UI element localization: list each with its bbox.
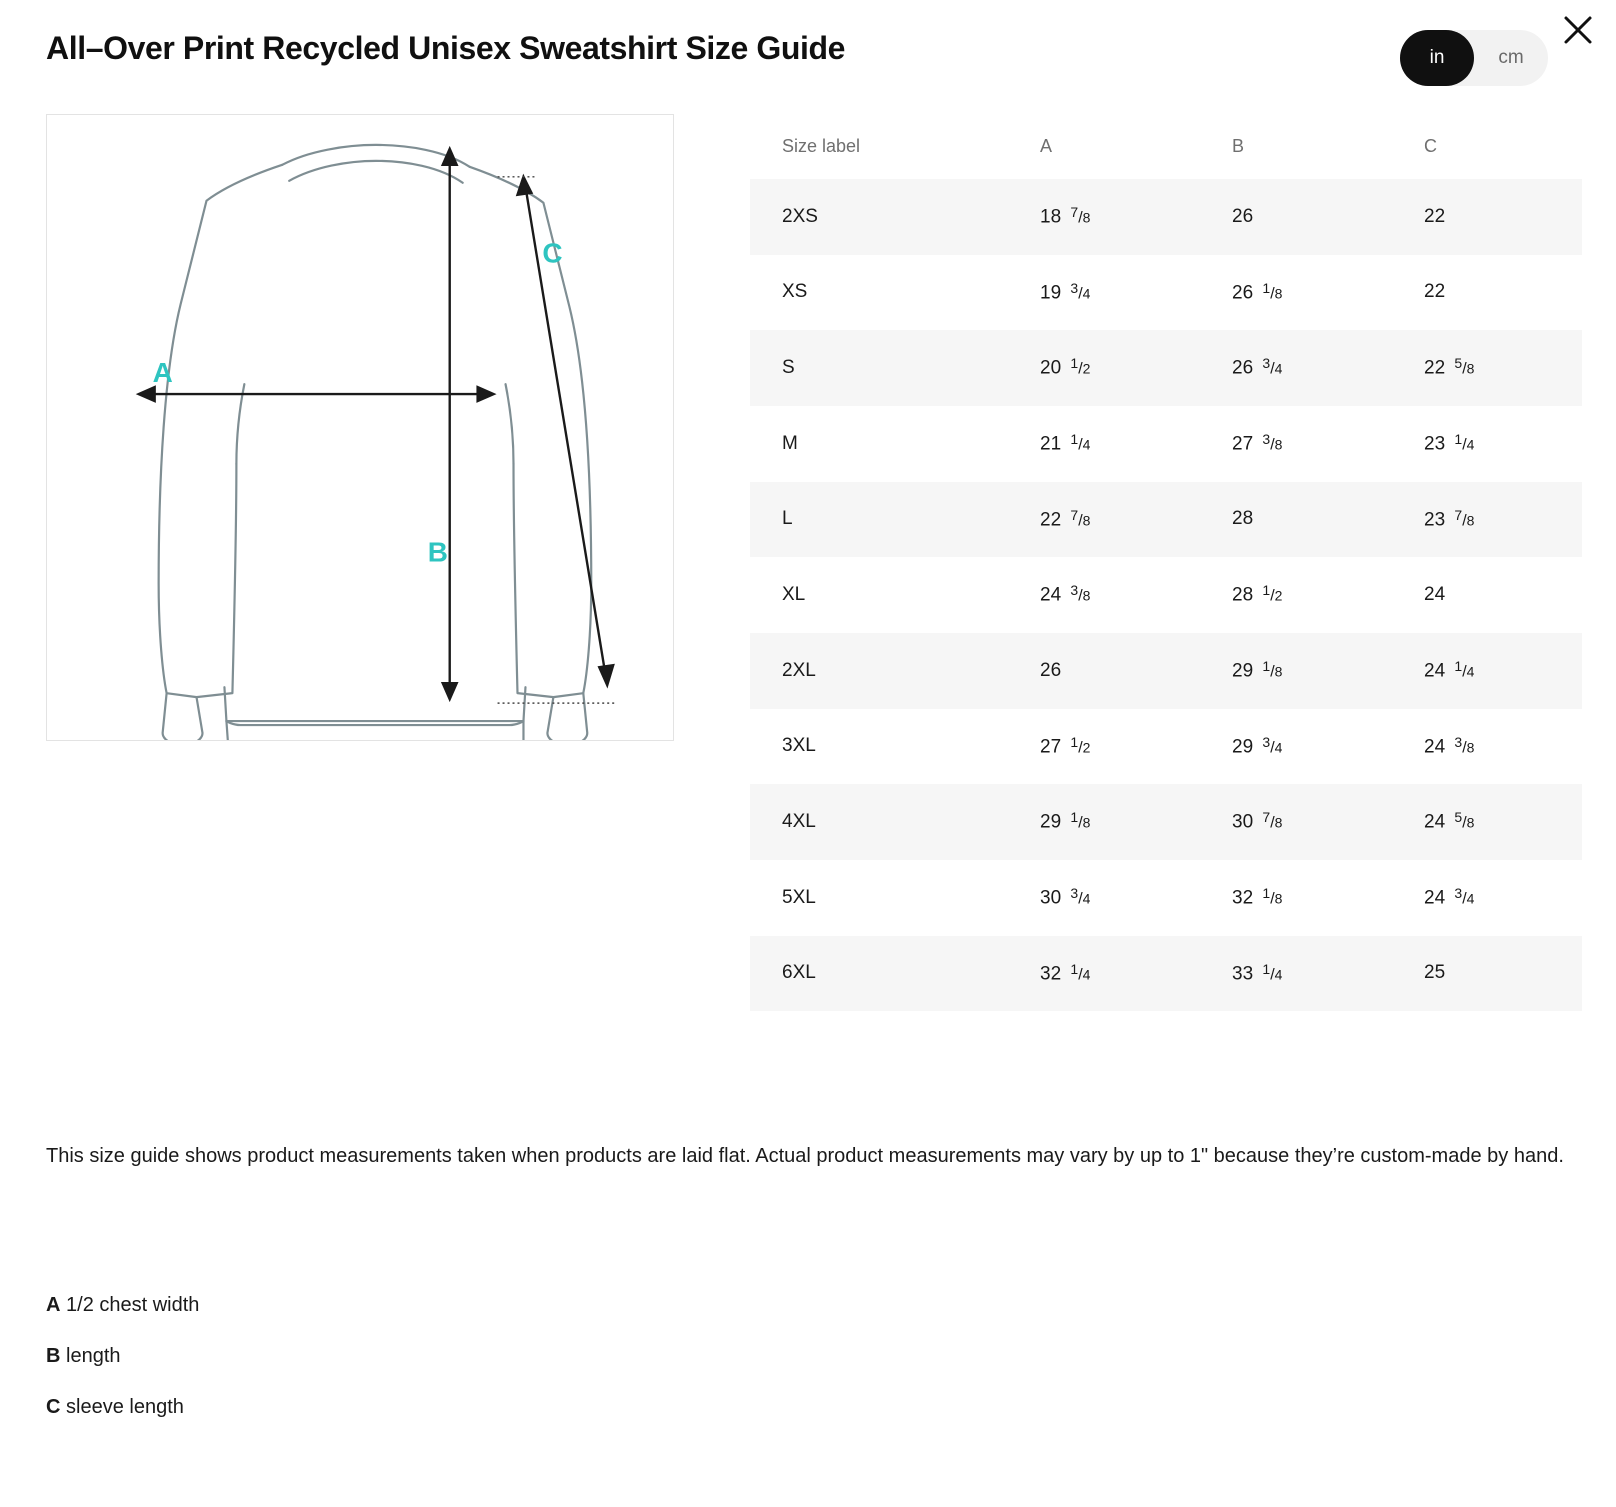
- legend-item-a: [46, 1280, 746, 1331]
- cell-c: 24 $^3$/4: [1392, 860, 1582, 936]
- table-row: [750, 860, 1582, 936]
- cell-b: 29 $^3$/4: [1200, 709, 1392, 785]
- unit-toggle[interactable]: [1400, 30, 1548, 86]
- cell-c: 23 $^1$/4: [1392, 406, 1582, 482]
- legend-text-c: sleeve length: [60, 1396, 184, 1418]
- fraction: $^1$/8: [1262, 884, 1283, 908]
- fraction: $^3$/4: [1070, 884, 1091, 908]
- cell-c: 22: [1392, 179, 1582, 255]
- table-row: [750, 179, 1582, 255]
- fraction: $^1$/4: [1262, 960, 1283, 984]
- table-header-row: [750, 114, 1582, 179]
- fraction: $^1$/4: [1070, 430, 1091, 454]
- fraction: $^3$/4: [1262, 733, 1283, 757]
- cell-c: 24: [1392, 557, 1582, 633]
- cell-a: 30 $^3$/4: [1008, 860, 1200, 936]
- column-header-b: B: [1200, 114, 1392, 179]
- cell-b: 27 $^3$/8: [1200, 406, 1392, 482]
- cell-b: 28 $^1$/2: [1200, 557, 1392, 633]
- unit-option-cm[interactable]: cm: [1474, 30, 1548, 86]
- fraction: $^1$/2: [1070, 733, 1091, 757]
- fraction: $^5$/8: [1454, 809, 1475, 832]
- column-header-a: A: [1008, 114, 1200, 179]
- size-table-container: [750, 114, 1582, 1011]
- cell-a: 20 $^1$/2: [1008, 330, 1200, 406]
- table-row: [750, 482, 1582, 558]
- fraction: $^1$/8: [1262, 279, 1283, 303]
- legend-key-a: A: [46, 1294, 61, 1316]
- cell-b: 26 $^3$/4: [1200, 330, 1392, 406]
- cell-size-label: 4XL: [750, 784, 1008, 860]
- fraction: $^3$/8: [1454, 733, 1475, 757]
- cell-a: 18 $^7$/8: [1008, 179, 1200, 255]
- fraction: $^7$/8: [1070, 506, 1091, 530]
- fraction: $^1$/4: [1454, 430, 1475, 454]
- cell-a: 27 $^1$/2: [1008, 709, 1200, 785]
- measurement-disclaimer: This size guide shows product measurements taken when products are laid flat. Actual product measurements may vary by up to 1" because they’re custom-made by hand.: [46, 1145, 1564, 1167]
- cell-a: 22 $^7$/8: [1008, 482, 1200, 558]
- cell-c: 23 $^7$/8: [1392, 482, 1582, 558]
- fraction: $^1$/4: [1454, 657, 1475, 681]
- legend-item-c: [46, 1382, 746, 1433]
- cell-a: 32 $^1$/4: [1008, 936, 1200, 1012]
- cell-a: 19 $^3$/4: [1008, 255, 1200, 331]
- sweatshirt-diagram: [47, 115, 673, 740]
- table-row: [750, 784, 1582, 860]
- measurement-legend: [46, 1280, 746, 1433]
- table-row: [750, 557, 1582, 633]
- cell-a: 26: [1008, 633, 1200, 709]
- fraction: $^1$/8: [1070, 809, 1091, 832]
- size-table: [750, 114, 1582, 1011]
- legend-key-b: B: [46, 1345, 61, 1367]
- marker-c-label: C: [542, 237, 563, 269]
- fraction: $^3$/8: [1262, 430, 1283, 454]
- table-row: [750, 936, 1582, 1012]
- garment-illustration: [46, 114, 674, 741]
- fraction: $^1$/2: [1070, 355, 1091, 378]
- fraction: $^3$/4: [1262, 355, 1283, 378]
- table-row: [750, 406, 1582, 482]
- table-row: [750, 633, 1582, 709]
- cell-b: 26: [1200, 179, 1392, 255]
- table-row: [750, 255, 1582, 331]
- cell-b: 26 $^1$/8: [1200, 255, 1392, 331]
- legend-item-b: [46, 1331, 746, 1382]
- cell-b: 33 $^1$/4: [1200, 936, 1392, 1012]
- fraction: $^3$/8: [1070, 582, 1091, 605]
- cell-b: 29 $^1$/8: [1200, 633, 1392, 709]
- cell-size-label: 2XS: [750, 179, 1008, 255]
- legend-text-b: length: [60, 1345, 121, 1367]
- cell-size-label: XS: [750, 255, 1008, 331]
- cell-size-label: XL: [750, 557, 1008, 633]
- cell-b: 32 $^1$/8: [1200, 860, 1392, 936]
- cell-c: 24 $^5$/8: [1392, 784, 1582, 860]
- fraction: $^3$/4: [1454, 884, 1475, 908]
- fraction: $^5$/8: [1454, 355, 1475, 378]
- unit-option-in[interactable]: in: [1400, 30, 1474, 86]
- column-header-size-label: Size label: [750, 114, 1008, 179]
- size-table-body: [750, 179, 1582, 1011]
- fraction: $^1$/8: [1262, 657, 1283, 681]
- cell-a: 21 $^1$/4: [1008, 406, 1200, 482]
- page-title: All–Over Print Recycled Unisex Sweatshirt Size Guide: [46, 30, 846, 66]
- cell-size-label: 6XL: [750, 936, 1008, 1012]
- cell-size-label: 2XL: [750, 633, 1008, 709]
- fraction: $^1$/2: [1262, 582, 1283, 605]
- cell-size-label: M: [750, 406, 1008, 482]
- cell-c: 22 $^5$/8: [1392, 330, 1582, 406]
- cell-a: 29 $^1$/8: [1008, 784, 1200, 860]
- column-header-c: C: [1392, 114, 1582, 179]
- cell-b: 28: [1200, 482, 1392, 558]
- table-row: [750, 709, 1582, 785]
- fraction: $^1$/4: [1070, 960, 1091, 984]
- cell-c: 24 $^3$/8: [1392, 709, 1582, 785]
- cell-c: 22: [1392, 255, 1582, 331]
- cell-c: 24 $^1$/4: [1392, 633, 1582, 709]
- table-row: [750, 330, 1582, 406]
- marker-b-label: B: [427, 536, 448, 568]
- cell-a: 24 $^3$/8: [1008, 557, 1200, 633]
- fraction: $^3$/4: [1070, 279, 1091, 303]
- modal-header: [46, 26, 1570, 96]
- cell-size-label: S: [750, 330, 1008, 406]
- cell-c: 25: [1392, 936, 1582, 1012]
- marker-a-label: A: [152, 357, 173, 389]
- cell-size-label: L: [750, 482, 1008, 558]
- cell-b: 30 $^7$/8: [1200, 784, 1392, 860]
- fraction: $^7$/8: [1262, 809, 1283, 832]
- fraction: $^7$/8: [1454, 506, 1475, 530]
- cell-size-label: 3XL: [750, 709, 1008, 785]
- fraction: $^7$/8: [1070, 204, 1091, 227]
- legend-key-c: C: [46, 1396, 61, 1418]
- cell-size-label: 5XL: [750, 860, 1008, 936]
- legend-text-a: 1/2 chest width: [60, 1294, 200, 1316]
